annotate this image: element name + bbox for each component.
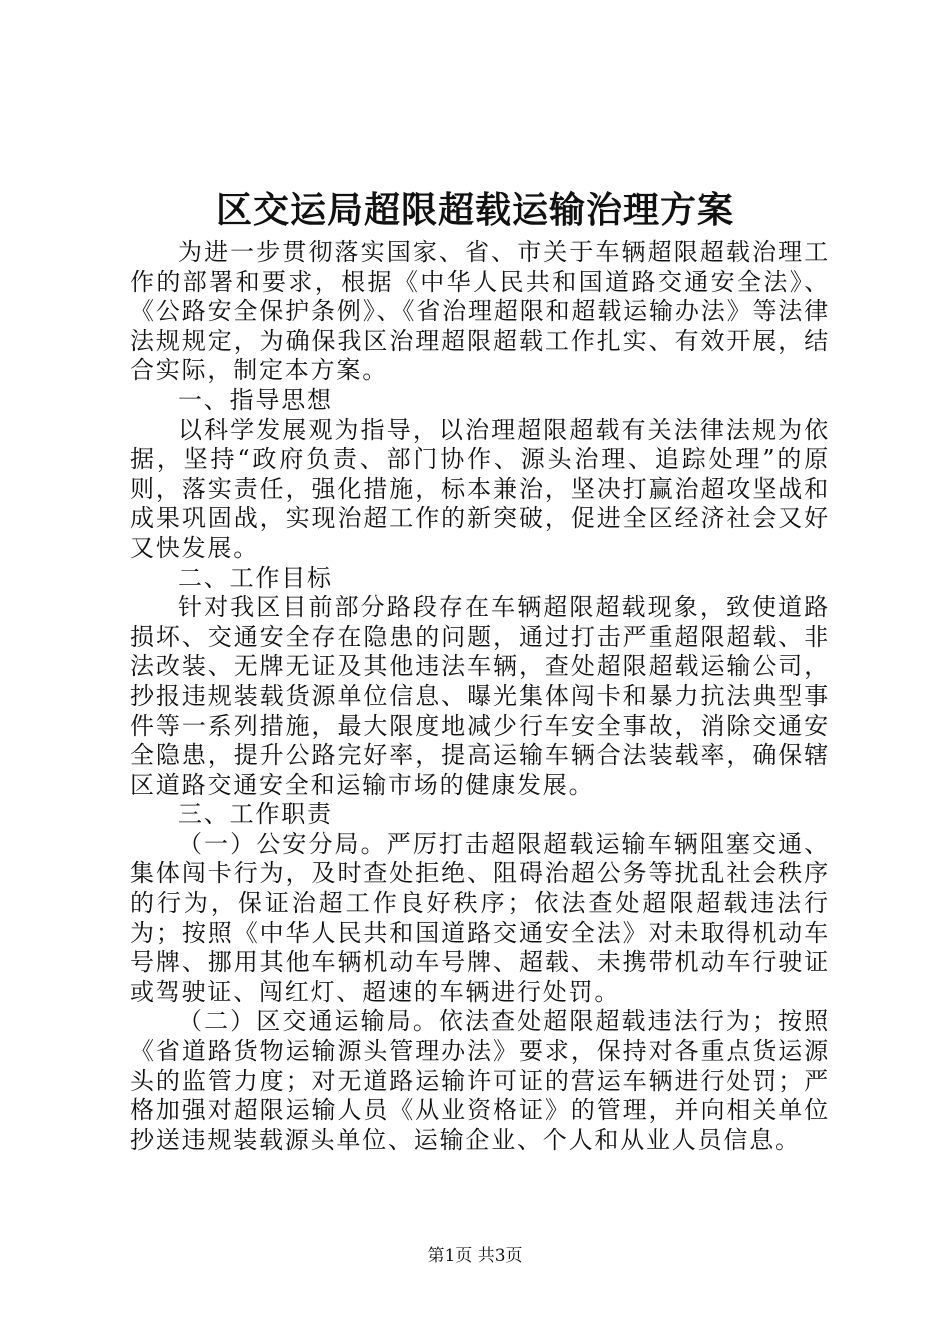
- section-heading-responsibilities: 三、工作职责: [178, 800, 333, 829]
- public-security-paragraph: （一）公安分局。严厉打击超限超载运输车辆阻塞交通、集体闯卡行为，及时查处拒绝、阻碍治超公务等扰乱社会秩序的行为，保证治超工作良好秩序；依法查处超限超载违法行为；按照《中华人民共和国道路交通安全法》对未取得机动车号牌、挪用其他车辆机动车号牌、超载、未携带机动车行驶证或驾驶证、闯红灯、超速的车辆进行处罚。: [130, 829, 830, 1006]
- section-heading-guiding-ideology: 一、指导思想: [178, 385, 333, 414]
- document-title: 区交运局超限超载运输治理方案: [215, 189, 734, 231]
- document-body: [130, 238, 830, 1155]
- intro-paragraph: 为进一步贯彻落实国家、省、市关于车辆超限超载治理工作的部署和要求，根据《中华人民共和国道路交通安全法》、《公路安全保护条例》、《省治理超限和超载运输办法》等法律法规规定，为确保我区治理超限超载工作扎实、有效开展，结合实际，制定本方案。: [130, 238, 830, 385]
- transport-bureau-paragraph: （二）区交通运输局。依法查处超限超载违法行为；按照《省道路货物运输源头管理办法》要求，保持对各重点货运源头的监管力度；对无道路运输许可证的营运车辆进行处罚；严格加强对超限运输人员《从业资格证》的管理，并向相关单位抄送违规装载源头单位、运输企业、个人和从业人员信息。: [130, 1007, 830, 1154]
- page-number-footer: 第1页 共3页: [427, 1246, 523, 1266]
- work-goals-paragraph: 针对我区目前部分路段存在车辆超限超载现象，致使道路损坏、交通安全存在隐患的问题，通过打击严重超限超载、非法改装、无牌无证及其他违法车辆，查处超限超载运输公司，抄报违规装载货源单位信息、曝光集体闯卡和暴力抗法典型事件等一系列措施，最大限度地减少行车安全事故，消除交通安全隐患，提升公路完好率，提高运输车辆合法装载率，确保辖区道路交通安全和运输市场的健康发展。: [130, 593, 830, 799]
- guiding-ideology-paragraph: 以科学发展观为指导，以治理超限超载有关法律法规为依据，坚持“政府负责、部门协作、源头治理、追踪处理”的原则，落实责任，强化措施，标本兼治，坚决打赢治超攻坚战和成果巩固战，实现治超工作的新突破，促进全区经济社会又好又快发展。: [130, 415, 830, 562]
- section-heading-work-goals: 二、工作目标: [178, 563, 333, 592]
